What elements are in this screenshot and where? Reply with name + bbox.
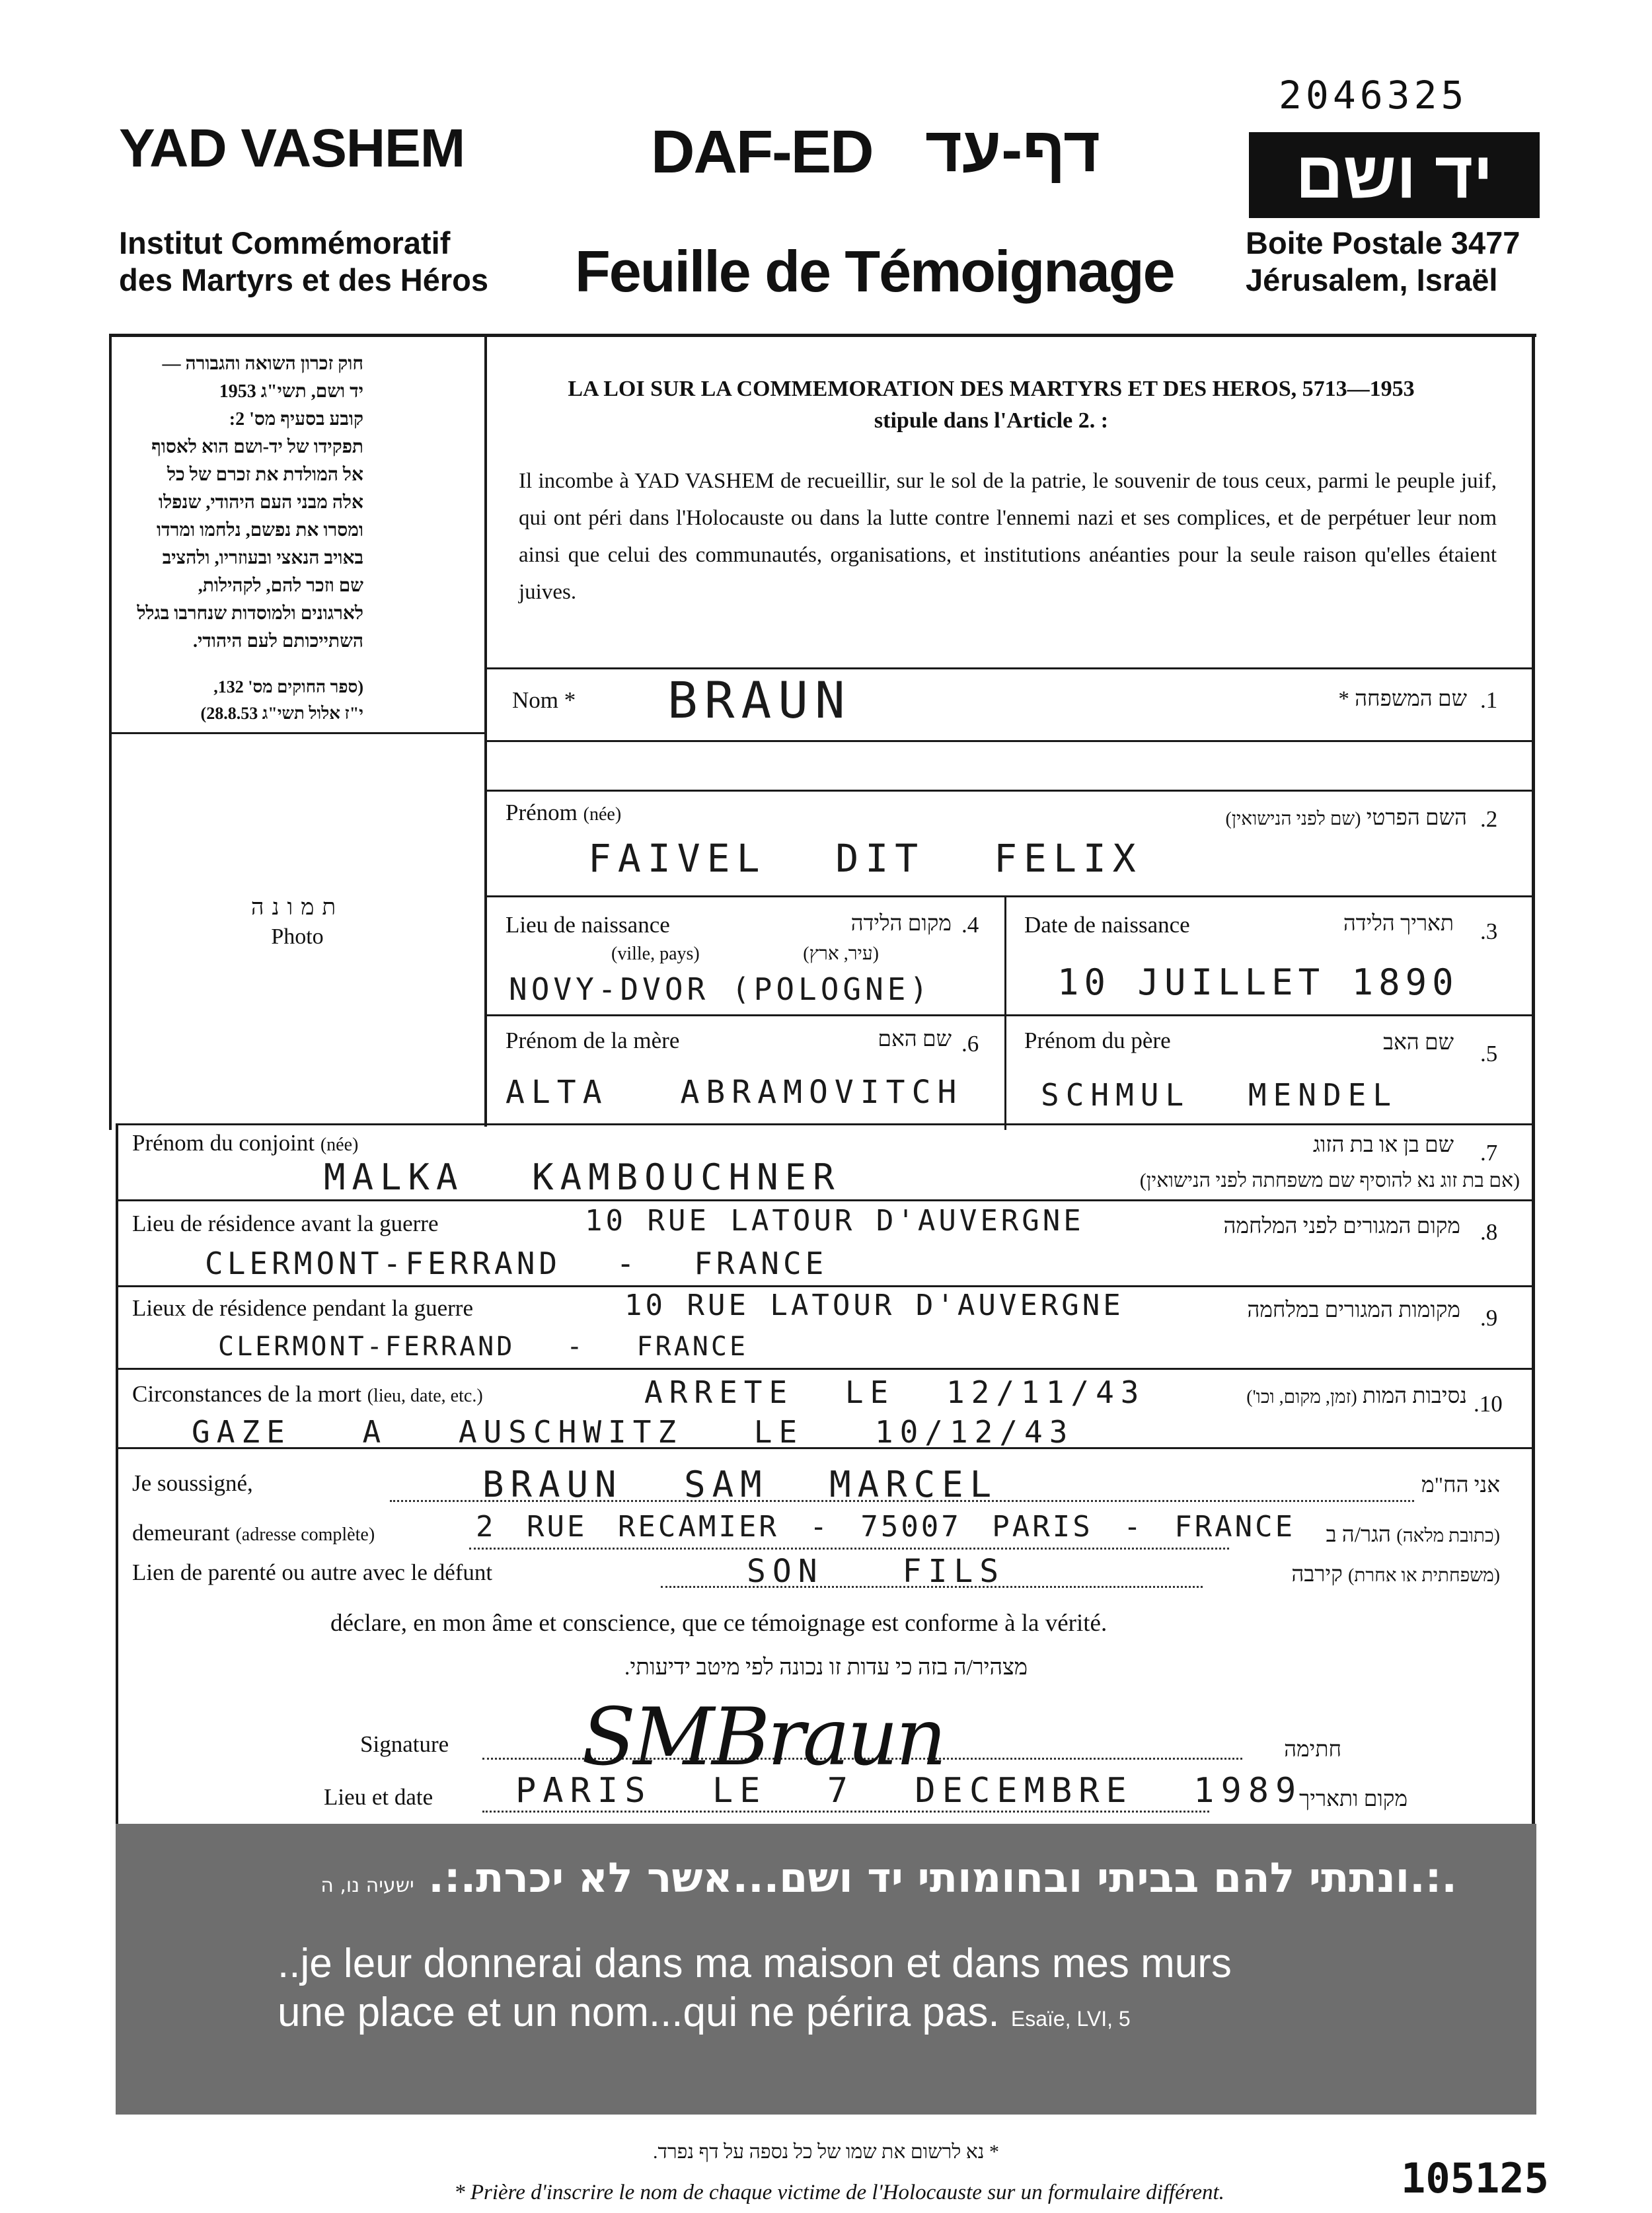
photo-label: Photo [271, 924, 324, 949]
prenom-pere-label-hebrew: שם האב [1383, 1031, 1454, 1055]
soussigne-label: Je soussigné, [132, 1470, 253, 1496]
org-name: YAD VASHEM [119, 118, 465, 178]
declaration-text-hebrew: מצהיר/ה בזה כי עדות זו נכונה לפי מיטב ידיעותי. [624, 1655, 1028, 1680]
residence-pendant-label-hebrew: מקומות המגורים במלחמה [1247, 1298, 1460, 1322]
hebrew-law-text [112, 350, 363, 656]
prenom-label [506, 800, 621, 826]
lieu-naissance-label: Lieu de naissance [506, 912, 670, 938]
demeurant-dotted-line [469, 1548, 1229, 1550]
row-line-circonstances [116, 1368, 1535, 1370]
signature-label: Signature [360, 1731, 449, 1757]
hebrew-law-line: ומסרו את נפשם, נלחמו ומרדו [157, 520, 363, 541]
org-subtitle-line-2: des Martyrs et des Héros [119, 262, 489, 297]
field-number-10: .10 [1474, 1391, 1503, 1417]
photo-label-hebrew: תמונה [250, 895, 344, 920]
law-photo-divider [111, 732, 484, 734]
residence-pendant-value-2[interactable]: CLERMONT-FERRAND - FRANCE [218, 1332, 749, 1362]
prenom-pere-label: Prénom du père [1024, 1028, 1171, 1053]
hebrew-law-reference [126, 674, 363, 727]
lieu-date-label-hebrew: מקום ותאריך [1299, 1787, 1408, 1811]
field-number-7: .7 [1480, 1140, 1498, 1166]
quote-banner [116, 1824, 1536, 2115]
postal-city: Jérusalem, Israël [1246, 262, 1498, 297]
row-line-residence-avant [116, 1199, 1535, 1201]
conjoint-label [132, 1130, 358, 1156]
date-naissance-label-hebrew: תאריך הלידה [1343, 912, 1454, 936]
form-title-hebrew: דף-עד [925, 114, 1100, 185]
prenom-mere-label: Prénom de la mère [506, 1028, 680, 1053]
nom-label-hebrew: שם המשפחה * [1338, 687, 1467, 711]
lieu-date-label: Lieu et date [324, 1784, 433, 1810]
lieu-date-dotted-line [482, 1811, 1209, 1813]
conjoint-value[interactable]: MALKA KAMBOUCHNER [324, 1156, 841, 1198]
col-divider-naissance [1004, 897, 1006, 1016]
law-title [509, 373, 1474, 437]
lieu-naissance-value[interactable]: NOVY-DVOR (POLOGNE) [509, 971, 932, 1007]
lieu-naissance-small: (ville, pays) [611, 944, 700, 964]
soussigne-value[interactable]: BRAUN SAM MARCEL [482, 1464, 998, 1505]
hebrew-law-ref-line-1: (ספר החוקים מס' 132, [213, 677, 363, 696]
field-number-8: .8 [1480, 1219, 1498, 1245]
row-line-residence-pendant [116, 1285, 1535, 1287]
footer-note-hebrew: * נא לרשום את שמו של כל נספה על דף נפרד. [652, 2141, 1000, 2163]
lieu-date-value[interactable]: PARIS LE 7 DECEMBRE 1989 [515, 1771, 1303, 1811]
photo-divider [484, 334, 487, 1127]
date-naissance-label: Date de naissance [1024, 912, 1190, 938]
date-naissance-value[interactable]: 10 JUILLET 1890 [1057, 961, 1459, 1003]
prenom-mere-label-hebrew: שם האם [878, 1028, 952, 1051]
banner-french-line-1: ..je leur donnerai dans ma maison et dans mes murs [278, 1941, 1232, 1986]
footer-note-french: * Prière d'inscrire le nom de chaque victime de l'Holocauste sur un formulaire différent. [454, 2181, 1224, 2204]
row-line-conjoint [116, 1123, 1535, 1125]
document-number: 2046325 [1279, 73, 1468, 118]
row-line-law [484, 667, 1535, 669]
field-number-9: .9 [1480, 1305, 1498, 1331]
field-number-5: .5 [1480, 1041, 1498, 1067]
org-subtitle-line-1: Institut Commémoratif [119, 225, 451, 260]
hebrew-law-line: לארגונים ולמוסדות שנחרבו בגלל [137, 603, 363, 624]
law-body: Il incombe à YAD VASHEM de recueillir, sur le sol de la patrie, le souvenir de tous ceux, parmi le peuple juif, qui ont péri dans l'Holocauste ou dans la lutte contre l'ennemi nazi et ses complices, et de perpétuer leur nom ainsi que celui des communautés, organisations, et institutions anéanties pour la seule raison qu'elles étaient juives. [519, 469, 1497, 604]
field-number-2: .2 [1480, 806, 1498, 832]
signature-value[interactable]: SMBraun [582, 1692, 944, 1783]
soussigne-label-hebrew: אני הח"מ [1421, 1474, 1500, 1497]
circonstances-label-small: (lieu, date, etc.) [367, 1386, 483, 1406]
demeurant-label-small: (adresse complète) [235, 1524, 375, 1545]
parente-hebrew-text: קירבה [1291, 1563, 1343, 1587]
row-line-naissance [487, 895, 1534, 897]
prenom-label-hebrew [1031, 806, 1467, 831]
field-number-1: .1 [1480, 687, 1498, 713]
residence-pendant-value-1[interactable]: 10 RUE LATOUR D'AUVERGNE [624, 1289, 1124, 1322]
signature-label-hebrew: חתימה [1284, 1738, 1341, 1762]
archive-stamp-number: 105125 [1401, 2154, 1549, 2202]
hebrew-law-line: תפקידו של יד-ושם הוא לאסוף [151, 437, 363, 457]
prenom-label-small: (née) [583, 804, 622, 825]
circonstances-value-2[interactable]: GAZE A AUSCHWITZ LE 10/12/43 [192, 1414, 1074, 1450]
residence-avant-value-2[interactable]: CLERMONT-FERRAND - FRANCE [205, 1246, 828, 1281]
prenom-label-text: Prénom [506, 800, 578, 825]
banner-french-text-2: une place et un nom...qui ne périra pas. [278, 1990, 1000, 2035]
banner-french-ref: Esaïe, LVI, 5 [1010, 2007, 1131, 2031]
lieu-naissance-label-hebrew: מקום הלידה [850, 912, 952, 936]
nom-value[interactable]: BRAUN [667, 671, 852, 730]
hebrew-law-ref-line-2: י"ז אלול תשי"ג 28.8.53) [200, 704, 363, 723]
photo-area [218, 895, 377, 950]
hebrew-law-line: אל המולדת את זכרם של כל [167, 465, 363, 485]
hebrew-law-line: השתייכותם לעם היהודי. [192, 631, 363, 652]
banner-hebrew-text: .:.ונתתי להם בביתי ובחומותי יד ושם...אשר לא יכרת.:. [428, 1854, 1457, 1902]
field-number-3: .3 [1480, 919, 1498, 944]
row-line-prenom [487, 790, 1534, 792]
banner-french-line-2 [278, 1988, 1232, 2043]
demeurant-hebrew-text: הגר/ה ב [1326, 1523, 1391, 1547]
yad-vashem-logo [1249, 132, 1540, 218]
banner-hebrew-ref: ישעיה נו, ה [320, 1874, 414, 1897]
field-number-6: .6 [961, 1031, 979, 1057]
row-line-nom [484, 740, 1535, 742]
parente-label: Lien de parenté ou autre avec le défunt [132, 1559, 493, 1585]
nom-label: Nom * [512, 687, 576, 713]
hebrew-law-line: באויב הנאצי ובעוזריו, ולהציב [162, 548, 363, 568]
demeurant-hebrew-small: (כתובת מלאה) [1396, 1526, 1500, 1546]
conjoint-label-text: Prénom du conjoint [132, 1130, 315, 1156]
conjoint-label-hebrew: שם בן או בת הזוג [1312, 1133, 1454, 1157]
postal-address [1246, 225, 1520, 299]
law-title-line-2: stipule dans l'Article 2. : [874, 408, 1109, 433]
conjoint-label-small: (née) [320, 1135, 359, 1155]
demeurant-label-text: demeurant [132, 1520, 230, 1546]
form-title: DAF-ED [651, 118, 873, 186]
frame-right [1532, 334, 1535, 1824]
org-subtitle [119, 225, 488, 299]
frame-left-bottom [116, 1123, 118, 1824]
banner-quote-hebrew [320, 1854, 1457, 1902]
lieu-naissance-hebrew-small: (עיר, ארץ) [803, 944, 879, 964]
hebrew-law-line: שם וזכר להם, לקהילות, [198, 576, 363, 596]
hebrew-law-line: קובע בסעיף מס' 2: [229, 409, 363, 430]
prenom-mere-value[interactable]: ALTA ABRAMOVITCH [506, 1074, 963, 1111]
demeurant-label-hebrew [1236, 1523, 1500, 1548]
parente-hebrew-small: (משפחתית או אחרת) [1348, 1565, 1500, 1586]
demeurant-label [132, 1520, 375, 1546]
logo-text: יד ושם [1295, 138, 1493, 212]
prenom-pere-value[interactable]: SCHMUL MENDEL [1041, 1077, 1398, 1113]
hebrew-law-line: אלה מבני העם היהודי, שנפלו [158, 492, 363, 513]
hebrew-law-line: חוק זכרון השואה והגבורה — [162, 354, 363, 374]
circonstances-label [132, 1381, 483, 1407]
circonstances-hebrew-small: (זמן, מקום, וכו') [1246, 1387, 1357, 1407]
conjoint-hebrew-small: (אם בת זוג נא להוסיף שם משפחתה לפני הנישואין) [1139, 1170, 1520, 1191]
form-subtitle: Feuille de Témoignage [575, 239, 1174, 304]
prenom-hebrew-small: (שם לפני הנישואין) [1225, 809, 1361, 829]
parente-value[interactable]: SON FILS [747, 1553, 1006, 1590]
residence-avant-value-1[interactable]: 10 RUE LATOUR D'AUVERGNE [585, 1204, 1084, 1238]
declaration-text: déclare, en mon âme et conscience, que ce témoignage est conforme à la vérité. [330, 1610, 1108, 1637]
hebrew-law-line: יד ושם, תשי"ג 1953 [219, 381, 363, 402]
frame-top [109, 334, 1536, 337]
banner-quote-french [278, 1939, 1232, 2043]
postal-box: Boite Postale 3477 [1246, 225, 1521, 260]
demeurant-value[interactable]: 2 RUE RECAMIER - 75007 PARIS - FRANCE [476, 1510, 1296, 1544]
residence-avant-label-hebrew: מקום המגורים לפני המלחמה [1223, 1215, 1460, 1238]
prenom-value[interactable]: FAIVEL DIT FELIX [588, 836, 1143, 881]
field-number-4: .4 [961, 912, 979, 938]
circonstances-label-hebrew [1170, 1384, 1467, 1409]
residence-avant-label: Lieu de résidence avant la guerre [132, 1211, 439, 1236]
law-title-line-1: LA LOI SUR LA COMMEMORATION DES MARTYRS ET DES HEROS, 5713—1953 [568, 377, 1415, 401]
circonstances-label-text: Circonstances de la mort [132, 1381, 361, 1407]
circonstances-value-1[interactable]: ARRETE LE 12/11/43 [644, 1374, 1146, 1410]
row-line-parents [487, 1014, 1534, 1016]
col-divider-parents [1004, 1016, 1006, 1130]
prenom-hebrew-text: השם הפרטי [1366, 806, 1467, 830]
parente-label-hebrew [1209, 1563, 1500, 1587]
circonstances-hebrew-text: נסיבות המות [1363, 1384, 1467, 1408]
residence-pendant-label: Lieux de résidence pendant la guerre [132, 1295, 473, 1321]
